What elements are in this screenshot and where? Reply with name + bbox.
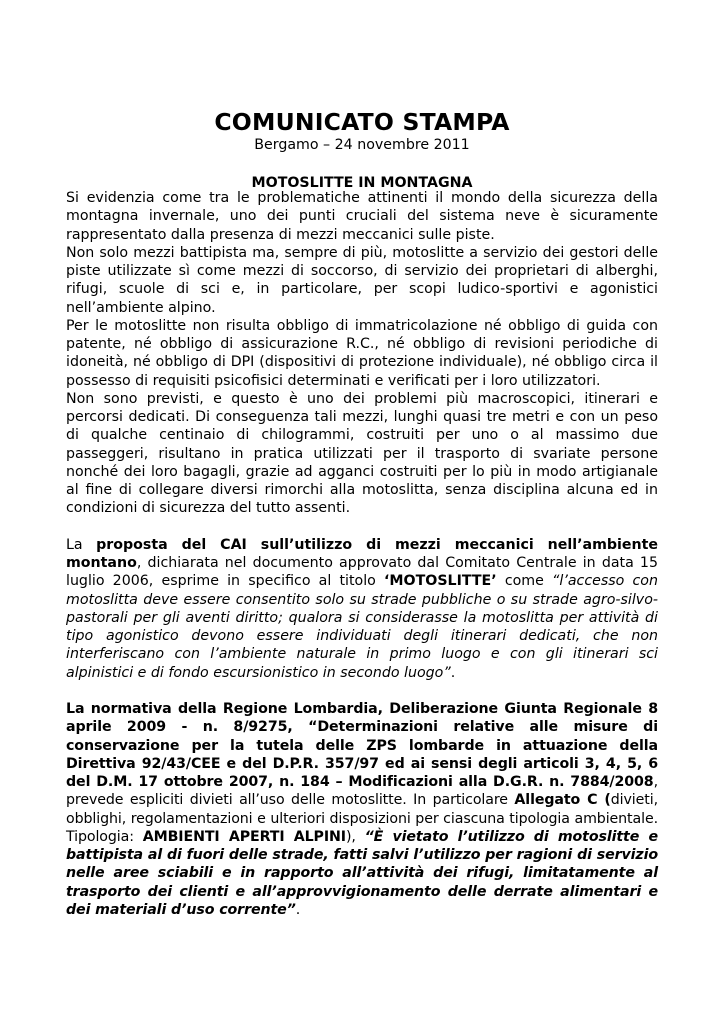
place-date: Bergamo – 24 novembre 2011	[254, 137, 470, 153]
p5-bold-motoslitte: ‘MOTOSLITTE’	[384, 573, 497, 590]
section-title: MOTOSLITTE IN MONTAGNA	[251, 175, 473, 191]
p5-italic-quote: “l’accesso con motoslitta deve essere consentito solo su strade pubbliche o su strade agro-silvo-pastorali per gli aventi diritto; qualora si considerasse la motoslitta per attività di tipo agonistico devono essere individuati degli itinerari dedicati, che non interferiscano con l’ambiente naturale in primo luogo e con gli itinerari sci alpinistici e di fondo escursionistico in secondo luogo”	[66, 573, 658, 681]
paragraph-6	[66, 700, 658, 919]
p5-text-1: La	[66, 536, 97, 553]
p6-text-1: , prevede espliciti divieti all’uso delle motoslitte. In particolare	[66, 774, 658, 809]
paragraph-4: Non sono previsti, e questo è uno dei problemi più macroscopici, itinerari e percorsi dedicati. Di conseguenza tali mezzi, lunghi quasi tre metri e con un peso di qualche centinaio di chilogrammi, costruiti per uno o al massimo due passeggeri, risultano in pratica utilizzati per il trasporto di svariate persone nonché dei loro bagagli, grazie ad agganci costruiti per lo più in modo artigianale al fine di collegare diversi rimorchi alla motoslitta, senza disciplina alcuna ed in condizioni di sicurezza del tutto assenti.	[66, 390, 658, 517]
p5-text-4: .	[450, 664, 456, 681]
paragraph-5	[66, 536, 658, 682]
p6-text-2: divieti, obblighi, regolamentazioni e ulteriori disposizioni per ciascuna tipologia ambientale. Tipologia:	[66, 792, 658, 845]
p6-bold-allegato: Allegato C (	[514, 792, 611, 809]
paragraph-1: Si evidenzia come tra le problematiche attinenti il mondo della sicurezza della montagna invernale, uno dei punti cruciali del sistema neve è sicuramente rappresentato dalla presenza di mezzi meccanici sulle piste.	[66, 190, 658, 243]
p6-bold-normativa: La normativa della Regione Lombardia, Deliberazione Giunta Regionale 8 aprile 2009 - n. 8/9275, “Determinazioni relative alle misure di conservazione per la tutela delle ZPS lombarde in attuazione della Direttiva 92/43/CEE e del D.P.R. 357/97 ed ai sensi degli articoli 3, 4, 5, 6 del D.M. 17 ottobre 2007, n. 184 – Modificazioni alla D.G.R. n. 7884/2008	[66, 701, 658, 790]
document-body	[66, 189, 658, 919]
page-title: COMUNICATO STAMPA	[214, 108, 510, 136]
p5-text-2: , dichiarata nel documento approvato dal Comitato Centrale in data 15 luglio 2006, esprime in specifico al titolo	[66, 555, 658, 590]
paragraph-2: Non solo mezzi battipista ma, sempre di più, motoslitte a servizio dei gestori delle piste utilizzate sì come mezzi di soccorso, di servizio dei proprietari di alberghi, rifugi, scuole di sci e, in particolare, per scopi ludico-sportivi e agonistici nell’ambiente alpino.	[66, 244, 658, 316]
paragraph-3: Per le motoslitte non risulta obbligo di immatricolazione né obbligo di guida con patente, né obbligo di assicurazione R.C., né obbligo di revisioni periodiche di idoneità, né obbligo di DPI (dispositivi di protezione individuale), né obbligo circa il possesso di requisiti psicofisici determinati e verificati per i loro utilizzatori.	[66, 317, 658, 389]
p6-bold-italic-quote: “È vietato l’utilizzo di motoslitte e battipista al di fuori delle strade, fatti salvi l’utilizzo per ragioni di servizio nelle aree sciabili e in rapporto all’attività dei rifugi, limitatamente al trasporto dei clienti e all’approvvigionamento delle derrate alimentari e dei materiali d’uso corrente”	[66, 828, 658, 918]
p5-text-3: come	[496, 573, 553, 590]
p5-bold-cai-proposal: proposta del CAI sull’utilizzo di mezzi meccanici nell’ambiente montano	[66, 536, 658, 571]
p6-text-3: ),	[346, 828, 365, 845]
p6-text-4: .	[295, 901, 301, 918]
p6-bold-ambienti: AMBIENTI APERTI ALPINI	[142, 828, 346, 845]
